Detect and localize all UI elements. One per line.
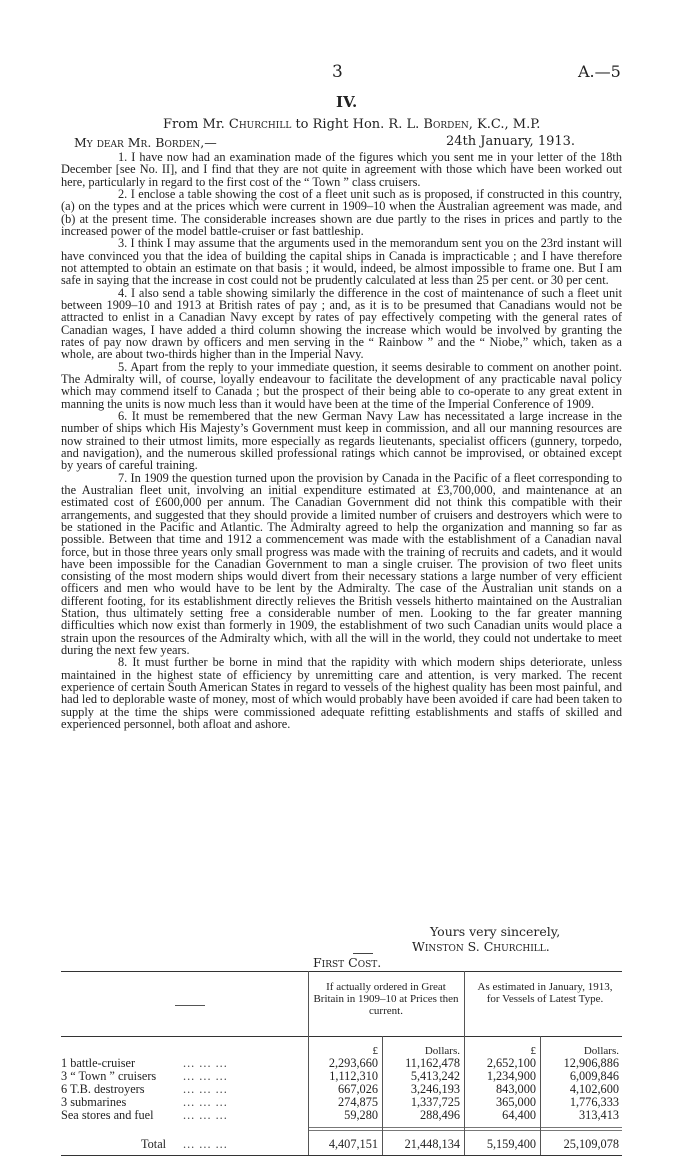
total-cell: 21,448,134 (404, 1137, 460, 1151)
column-group-header: As estimated in January, 1913, for Vessels of Latest Type. (477, 981, 613, 1005)
table-cell: 12,906,886 (563, 1056, 619, 1070)
table-cell: 59,280 (344, 1108, 378, 1122)
letter-body (61, 151, 622, 730)
table-cell: 2,293,660 (328, 1056, 378, 1070)
table-top-rule (61, 971, 622, 972)
leader-dots: ... ... ... (183, 1069, 228, 1083)
leader-dots: ... ... ... (183, 1108, 228, 1122)
unit-label: £ (372, 1045, 378, 1057)
column-group-header: If actually ordered in Great Britain in 1909–10 at Prices then current. (313, 981, 459, 1017)
leader-dots: ... ... ... (183, 1095, 228, 1109)
table-cell: 843,000 (496, 1082, 536, 1096)
leader-dots: ... ... ... (183, 1082, 228, 1096)
table-cell: 288,496 (420, 1108, 460, 1122)
paragraph: 8. It must further be borne in mind that the rapidity with which modern ships deteriorate, unless maintained in the highest state of efficiency by unremitting care and attention, is very marked. The recent experience of certain South American States in regard to vessels of the highest quality has been most painful, and had led to deplorable waste of money, most of which would probably have been avoided if care had been taken to supply at the time the ships were commissioned adequate refitting establishments and staffs of skilled and experienced personnel, both afloat and ashore. (61, 655, 622, 732)
paragraph: 4. I also send a table showing similarly the difference in the cost of maintenance of such a fleet unit between 1909–10 and 1913 at British rates of pay ; and, as it is to be presumed that Canadians would not be attracted to enlist in a Canadian Navy except by rates of pay effectively competing with the general rates of Canadian wages, I have added a third column showing the increase which would be involved by granting the rates of pay now drawn by officers and men serving in the “ Rainbow ” and the “ Niobe,” which, taken as a whole, are about two-thirds higher than in the Imperial Navy. (61, 285, 622, 362)
row-label: 6 T.B. destroyers (61, 1082, 145, 1096)
paragraph: 7. In 1909 the question turned upon the provision by Canada in the Pacific of a fleet corresponding to the Australian fleet unit, involving an initial expenditure estimated at £3,700,000, and maintenance at an estimated cost of £600,000 per annum. The Canadian Government did not think this compatible with their arrangements, and suggested that they should provide a limited number of cruisers and destroyers which were to be stationed in the Pacific and Atlantic. The Admiralty agreed to help the organization and manning so far as possible. Between that time and 1912 a commencement was made with the establishment of a Canadian naval force, but in those three years only small progress was made with the training of recruits and cadets, and it would have been impossible for the Canadian Government to man a single cruiser. The provision of two fleet units consisting of the most modern ships would divert from their necessary stations a large number of very efficient officers and men who would have to be lent by the Admiralty. The case of the Australian unit stands on a different footing, for its establishment directly relieves the British vessels hitherto maintained on the Australian Station, thus ultimately setting free a considerable number of men. Looking to the far greater manning difficulties which now exist than formerly in 1909, the establishment of two such Canadian units would place a strain upon the resources of the Admiralty which, with all the will in the world, they could not undertake to meet during the next few years. (61, 470, 622, 658)
total-cell: 25,109,078 (563, 1137, 619, 1151)
row-label: 1 battle-cruiser (61, 1056, 136, 1070)
from-prefix: From Mr. (163, 117, 225, 132)
from-recipient: Borden (423, 117, 469, 132)
table-cell: 1,776,333 (569, 1095, 619, 1109)
row-label: 3 submarines (61, 1095, 127, 1109)
unit-label: Dollars. (583, 1045, 619, 1057)
unit-label: Dollars. (424, 1045, 460, 1057)
from-middle: to Right Hon. R. L. (295, 117, 420, 132)
table-cell: 365,000 (496, 1095, 536, 1109)
document-reference: A.—5 (578, 62, 621, 81)
salutation: My dear Mr. Borden,— (74, 135, 217, 150)
row-label: 3 “ Town ” cruisers (61, 1069, 157, 1083)
paragraph: 1. I have now had an examination made of the figures which you sent me in your letter of the 18th December [see No. II], and I find that they are not quite in agreement with those which have been worked out here, particularly in regard to the first cost of the “ Town ” class cruisers. (61, 150, 622, 189)
row-label: Sea stores and fuel (61, 1108, 154, 1122)
table-caption: First Cost. (313, 955, 382, 970)
signature: Winston S. Churchill. (412, 939, 550, 954)
total-rule (308, 1127, 622, 1128)
closing: Yours very sincerely, (430, 924, 561, 939)
total-rule (308, 1130, 622, 1131)
paragraph: 5. Apart from the reply to your immediate question, it seems desirable to comment on another point. The Admiralty will, of course, loyally endeavour to facilitate the development of any practicable naval policy which may commend itself to Canada ; but the prospect of their being able to co-operate to any great extent in manning the units is now much less than it would have been at the time of the Imperial Conference of 1909. (61, 359, 622, 411)
table-cell: 11,162,478 (405, 1056, 460, 1070)
from-author: Churchill (228, 117, 292, 132)
stub-header-dash (175, 1005, 205, 1006)
table-cell: 313,413 (579, 1108, 619, 1122)
table-cell: 64,400 (502, 1108, 536, 1122)
table-cell: 5,413,242 (410, 1069, 460, 1083)
total-label: Total (141, 1137, 167, 1151)
table-cell: 1,112,310 (329, 1069, 378, 1083)
table-cell: 4,102,600 (569, 1082, 619, 1096)
letter-from-line (163, 117, 540, 132)
table-cell: 3,246,193 (410, 1082, 460, 1096)
letter-number: IV. (336, 93, 358, 111)
table-bottom-rule (61, 1155, 622, 1156)
paragraph: 6. It must be remembered that the new German Navy Law has necessitated a large increase in the number of ships which His Majesty’s Government must keep in commission, and all our manning resources are now strained to their utmost limits, more especially as regards lieutenants, specialist officers (gunnery, torpedo, and navigation), and the numerous skilled professional ratings which cannot be improvised, or obtained except by years of careful training. (61, 408, 622, 473)
table-cell: 2,652,100 (486, 1056, 536, 1070)
table-cell: 274,875 (338, 1095, 378, 1109)
table-cell: 1,337,725 (410, 1095, 460, 1109)
signature-rule (353, 953, 373, 954)
paragraph: 3. I think I may assume that the arguments used in the memorandum sent you on the 23rd instant will have convinced you that the idea of building the capital ships in Canada is impracticable ; and I have therefore not attempted to obtain an estimate on that basis ; it would, indeed, be almost impossible to frame one. But I am safe in saying that the increase in cost could not be prudently calculated at less than 25 per cent. or 30 per cent. (61, 236, 622, 288)
total-cell: 4,407,151 (328, 1137, 378, 1151)
table-cell: 1,234,900 (486, 1069, 536, 1083)
leader-dots: ... ... ... (183, 1056, 228, 1070)
from-suffix: , K.C., M.P. (468, 117, 541, 132)
letter-date: 24th January, 1913. (446, 134, 576, 149)
unit-label: £ (530, 1045, 536, 1057)
table-cell: 667,026 (338, 1082, 378, 1096)
page-number: 3 (332, 62, 343, 82)
paragraph: 2. I enclose a table showing the cost of a fleet unit such as is proposed, if constructed in this country, (a) on the types and at the prices which were current in 1909–10 when the Australian agreement was made, and (b) at the present time. The considerable increases shown are due partly to the rises in prices and partly to the increased power of the model battle-cruiser or fast battleship. (61, 186, 622, 238)
table-header-rule (61, 1036, 622, 1037)
table-cell: 6,009,846 (569, 1069, 619, 1083)
first-cost-table (61, 971, 622, 1171)
leader-dots: ... ... ... (183, 1137, 228, 1151)
total-cell: 5,159,400 (486, 1137, 536, 1151)
